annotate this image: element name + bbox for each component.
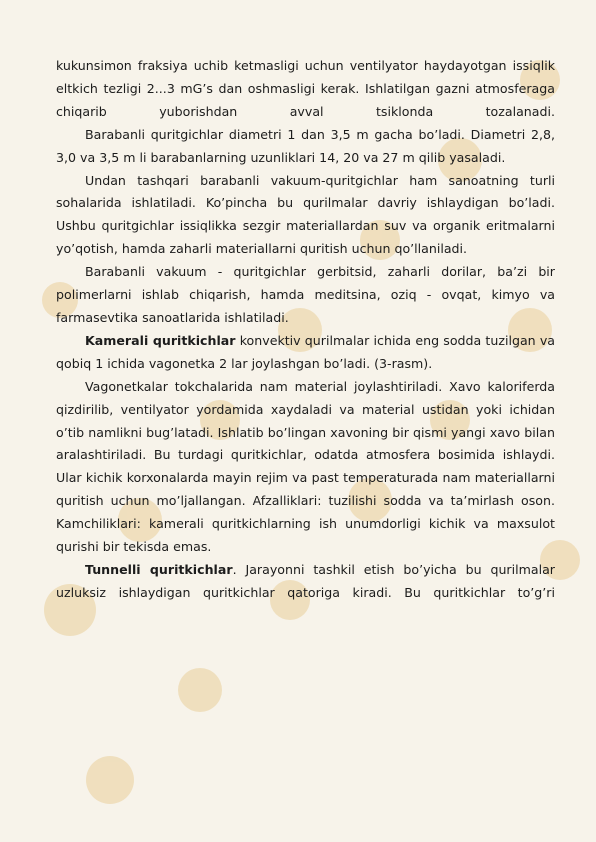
paragraph-3: Undan tashqari barabanli vakuum-quritgichlar ham sanoatning turli sohalarida ishlatiladi. Ko’pincha bu qurilmalar davriy ishlaydigan bo’ladi. Ushbu quritgichlar issiqlikka sezgir materiallardan suv va organik eritmalarni yo’qotish, hamda zaharli materiallarni quritish uchun qo’llaniladi. — [56, 172, 555, 257]
paragraph-5 — [56, 330, 555, 376]
paragraph-7-text: . Jarayonni tashkil etish bo’yicha bu qurilmalar uzluksiz ishlaydigan quritkichlar qatoriga kiradi. Bu quritkichlar to’g’ri — [56, 561, 555, 600]
paragraph-2: Barabanli quritgichlar diametri 1 dan 3,5 m gacha bo’ladi. Diametri 2,8, 3,0 va 3,5 m li barabanlarning uzunliklari 14, 20 va 27 m qilib yasaladi. — [56, 126, 555, 165]
paragraph-4: Barabanli vakuum - quritgichlar gerbitsid, zaharli dorilar, ba’zi bir polimerlarni ishlab chiqarish, hamda meditsina, oziq - ovqat, kimyo va farmasevtika sanoatlarida ishlatiladi. — [56, 264, 555, 325]
term-kamerali: Kamerali quritkichlar — [85, 332, 236, 348]
paragraph-5-text: konvektiv qurilmalar ichida eng sodda tuzilgan va qobiq 1 ichida vagonetka 2 lar joylashgan bo’ladi. (3-rasm). — [56, 332, 555, 371]
document-body — [56, 55, 555, 605]
paragraph-1: kukunsimon fraksiya uchib ketmasligi uchun ventilyator haydayotgan issiqlik eltkich tezligi 2...3 mG’s dan oshmasligi kerak. Ishlatilgan gazni atmosferaga chiqarib yuborishdan avval tsiklonda tozalanadi. — [56, 58, 555, 119]
paragraph-6: Vagonetkalar tokchalarida nam material joylashtiriladi. Xavo kaloriferda qizdirilib, ventilyator yordamida xaydaladi va material ustidan yoki ichidan o’tib namlikni bug’latadi. Ishlatib bo’lingan xavoning bir qismi yangi xavo bilan aralashtiriladi. Bu turdagi quritkichlar, odatda atmosfera bosimida ishlaydi. Ular kichik korxonalarda mayin rejim va past temperaturada nam materiallarni quritish uchun mo’ljallangan. Afzalliklari: tuzilishi sodda va ta’mirlash oson. Kamchiliklari: kamerali quritkichlarning ish unumdorligi kichik va maxsulot qurishi bir tekisda emas. — [56, 378, 555, 555]
paragraph-7 — [56, 559, 555, 605]
term-tunnelli: Tunnelli quritkichlar — [85, 561, 233, 577]
